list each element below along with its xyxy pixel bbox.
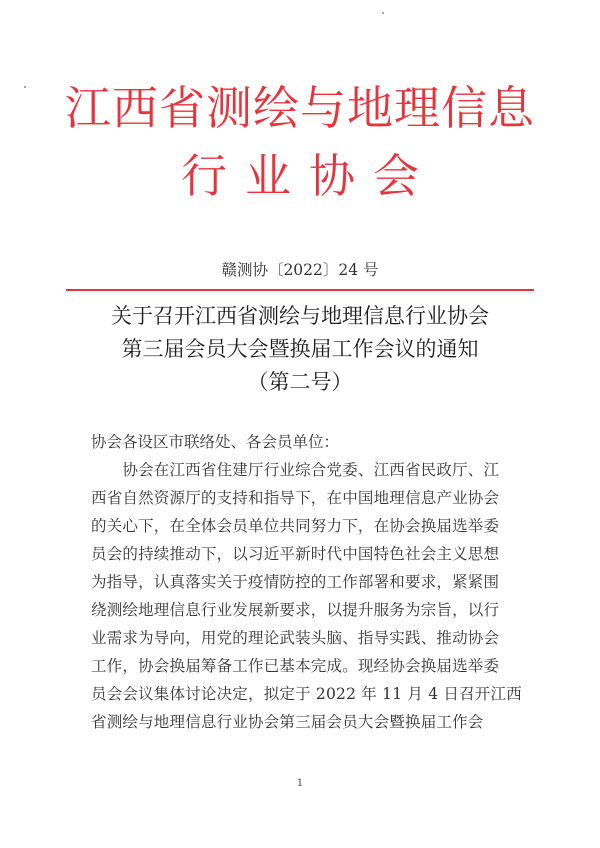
notice-title-line2: 第三届会员大会暨换届工作会议的通知 [121,337,479,361]
notice-title-line1: 关于召开江西省测绘与地理信息行业协会 [111,304,489,328]
org-header-line1: 江西省测绘与地理信息 [65,81,535,135]
document-number: 赣测协〔2022〕24 号 [221,261,379,279]
red-divider [66,289,534,291]
page-number: 1 [296,778,304,789]
notice-title-line3: （第二号） [247,370,353,394]
body-line: 员会会议集体讨论决定，拟定于 2022 年 11 月 4 日召开江西 [91,685,522,703]
body-line: 工作，协会换届筹备工作已基本完成。现经协会换届选举委 [91,657,500,675]
body-line: 的关心下，在全体会员单位共同努力下，在协会换届选举委 [91,517,500,535]
body-line: 为指导，认真落实关于疫情防控的工作部署和要求，紧紧围 [91,573,500,591]
scan-speck [382,12,384,14]
body-line: 协会在江西省住建厅行业综合党委、江西省民政厅、江 [91,461,500,479]
body-line: 西省自然资源厅的支持和指导下，在中国地理信息产业协会 [91,489,500,507]
salutation: 协会各设区市联络处、各会员单位： [91,433,340,451]
body-line: 员会的持续推动下，以习近平新时代中国特色社会主义思想 [91,545,500,563]
body-line: 省测绘与地理信息行业协会第三届会员大会暨换届工作会 [91,713,484,731]
org-header-line2: 行业协会 [181,149,437,203]
body-line: 业需求为导向，用党的理论武装头脑、指导实践、推动协会 [91,629,500,647]
body-line: 绕测绘地理信息行业发展新要求，以提升服务为宗旨，以行 [91,601,500,619]
